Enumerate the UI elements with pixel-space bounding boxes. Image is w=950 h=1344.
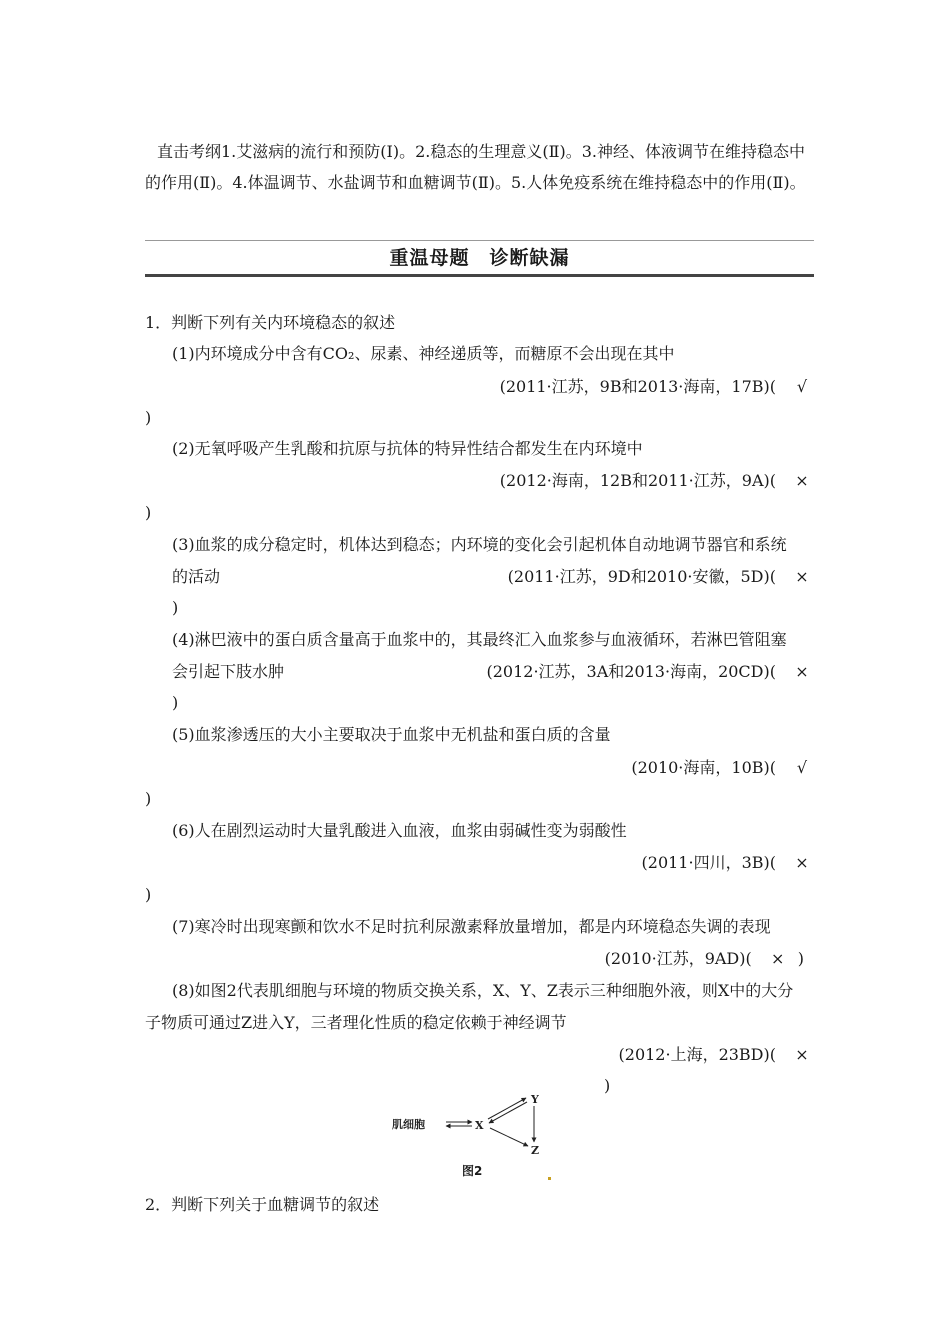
item-8-mark: × bbox=[795, 1045, 809, 1064]
decorative-dot bbox=[548, 1177, 551, 1180]
item-6-mark: × bbox=[795, 853, 809, 872]
figure-label-cell: 肌细胞 bbox=[392, 1118, 425, 1131]
arrow-x-to-y bbox=[488, 1098, 526, 1119]
item-2-text: (2)无氧呼吸产生乳酸和抗原与抗体的特异性结合都发生在内环境中 bbox=[172, 439, 643, 458]
item-7-text: (7)寒冷时出现寒颤和饮水不足时抗利尿激素释放量增加，都是内环境稳态失调的表现 bbox=[172, 917, 771, 936]
item-3-ref: (2011·江苏，9D和2010·安徽，5D)( × bbox=[508, 566, 814, 588]
item-8-text: (8)如图2代表肌细胞与环境的物质交换关系，X、Y、Z表示三种细胞外液，则X中的大分 bbox=[172, 981, 794, 1000]
item-4-text2: 会引起下肢水肿 bbox=[172, 662, 285, 681]
item-4-ref: (2012·江苏，3A和2013·海南，20CD)( × bbox=[486, 661, 814, 683]
item-2-mark: × bbox=[795, 471, 809, 490]
figure-label-x: X bbox=[475, 1119, 484, 1132]
item-3-text: (3)血浆的成分稳定时，机体达到稳态；内环境的变化会引起机体自动地调节器官和系统 bbox=[172, 535, 787, 554]
item-1-ref: (2011·江苏，9B和2013·海南，17B)( √ bbox=[500, 376, 814, 398]
figure-caption: 图2 bbox=[462, 1164, 483, 1178]
section-bottom-rule bbox=[145, 274, 814, 277]
question-1-title: 1．判断下列有关内环境稳态的叙述 bbox=[145, 313, 396, 332]
item-5-close: ) bbox=[145, 789, 152, 808]
exam-outline: 直击考纲1.艾滋病的流行和预防(Ⅰ)。2.稳态的生理意义(Ⅱ)。3.神经、体液调节在维持稳态中的作用(Ⅱ)。4.体温调节、水盐调节和血糖调节(Ⅱ)。5.人体免疫系统在维持稳态中的作用(Ⅱ)。 bbox=[145, 142, 806, 192]
item-7-ref: (2010·江苏，9AD)( × ) bbox=[604, 949, 804, 968]
item-6-close: ) bbox=[145, 885, 152, 904]
item-5-ref: (2010·海南，10B)( √ bbox=[631, 757, 814, 779]
item-6-text: (6)人在剧烈运动时大量乳酸进入血液，血浆由弱碱性变为弱酸性 bbox=[172, 821, 627, 840]
item-5-mark: √ bbox=[796, 758, 808, 777]
question-2-title: 2．判断下列关于血糖调节的叙述 bbox=[145, 1195, 380, 1214]
item-4-text: (4)淋巴液中的蛋白质含量高于血浆中的，其最终汇入血浆参与血液循环，若淋巴管阻塞 bbox=[172, 630, 787, 649]
item-2-close: ) bbox=[145, 503, 152, 522]
item-8-text2: 子物质可通过Z进入Y，三者理化性质的稳定依赖于神经调节 bbox=[145, 1013, 567, 1032]
item-4-close: ) bbox=[172, 693, 179, 712]
arrow-y-to-x bbox=[489, 1102, 527, 1123]
item-1-text: (1)内环境成分中含有CO₂、尿素、神经递质等，而糖原不会出现在其中 bbox=[172, 344, 675, 363]
item-3-text2: 的活动 bbox=[172, 567, 221, 586]
item-3-close: ) bbox=[172, 598, 179, 617]
item-3-mark: × bbox=[795, 567, 809, 586]
item-5-text: (5)血浆渗透压的大小主要取决于血浆中无机盐和蛋白质的含量 bbox=[172, 725, 611, 744]
figure-label-z: Z bbox=[531, 1144, 540, 1157]
figure-label-y: Y bbox=[531, 1093, 539, 1106]
item-1-close: ) bbox=[145, 408, 152, 427]
item-6-ref: (2011·四川，3B)( × bbox=[642, 852, 814, 874]
section-top-rule bbox=[145, 240, 814, 241]
item-7-mark: × bbox=[771, 949, 785, 968]
item-1-mark: √ bbox=[796, 377, 808, 396]
item-4-mark: × bbox=[795, 662, 809, 681]
item-8-close: ) bbox=[604, 1076, 611, 1095]
item-8-ref: (2012·上海，23BD)( × bbox=[619, 1044, 814, 1066]
section-title: 重温母题 诊断缺漏 bbox=[389, 247, 570, 269]
arrow-x-to-z bbox=[490, 1128, 528, 1146]
item-2-ref: (2012·海南，12B和2011·江苏，9A)( × bbox=[500, 470, 814, 492]
